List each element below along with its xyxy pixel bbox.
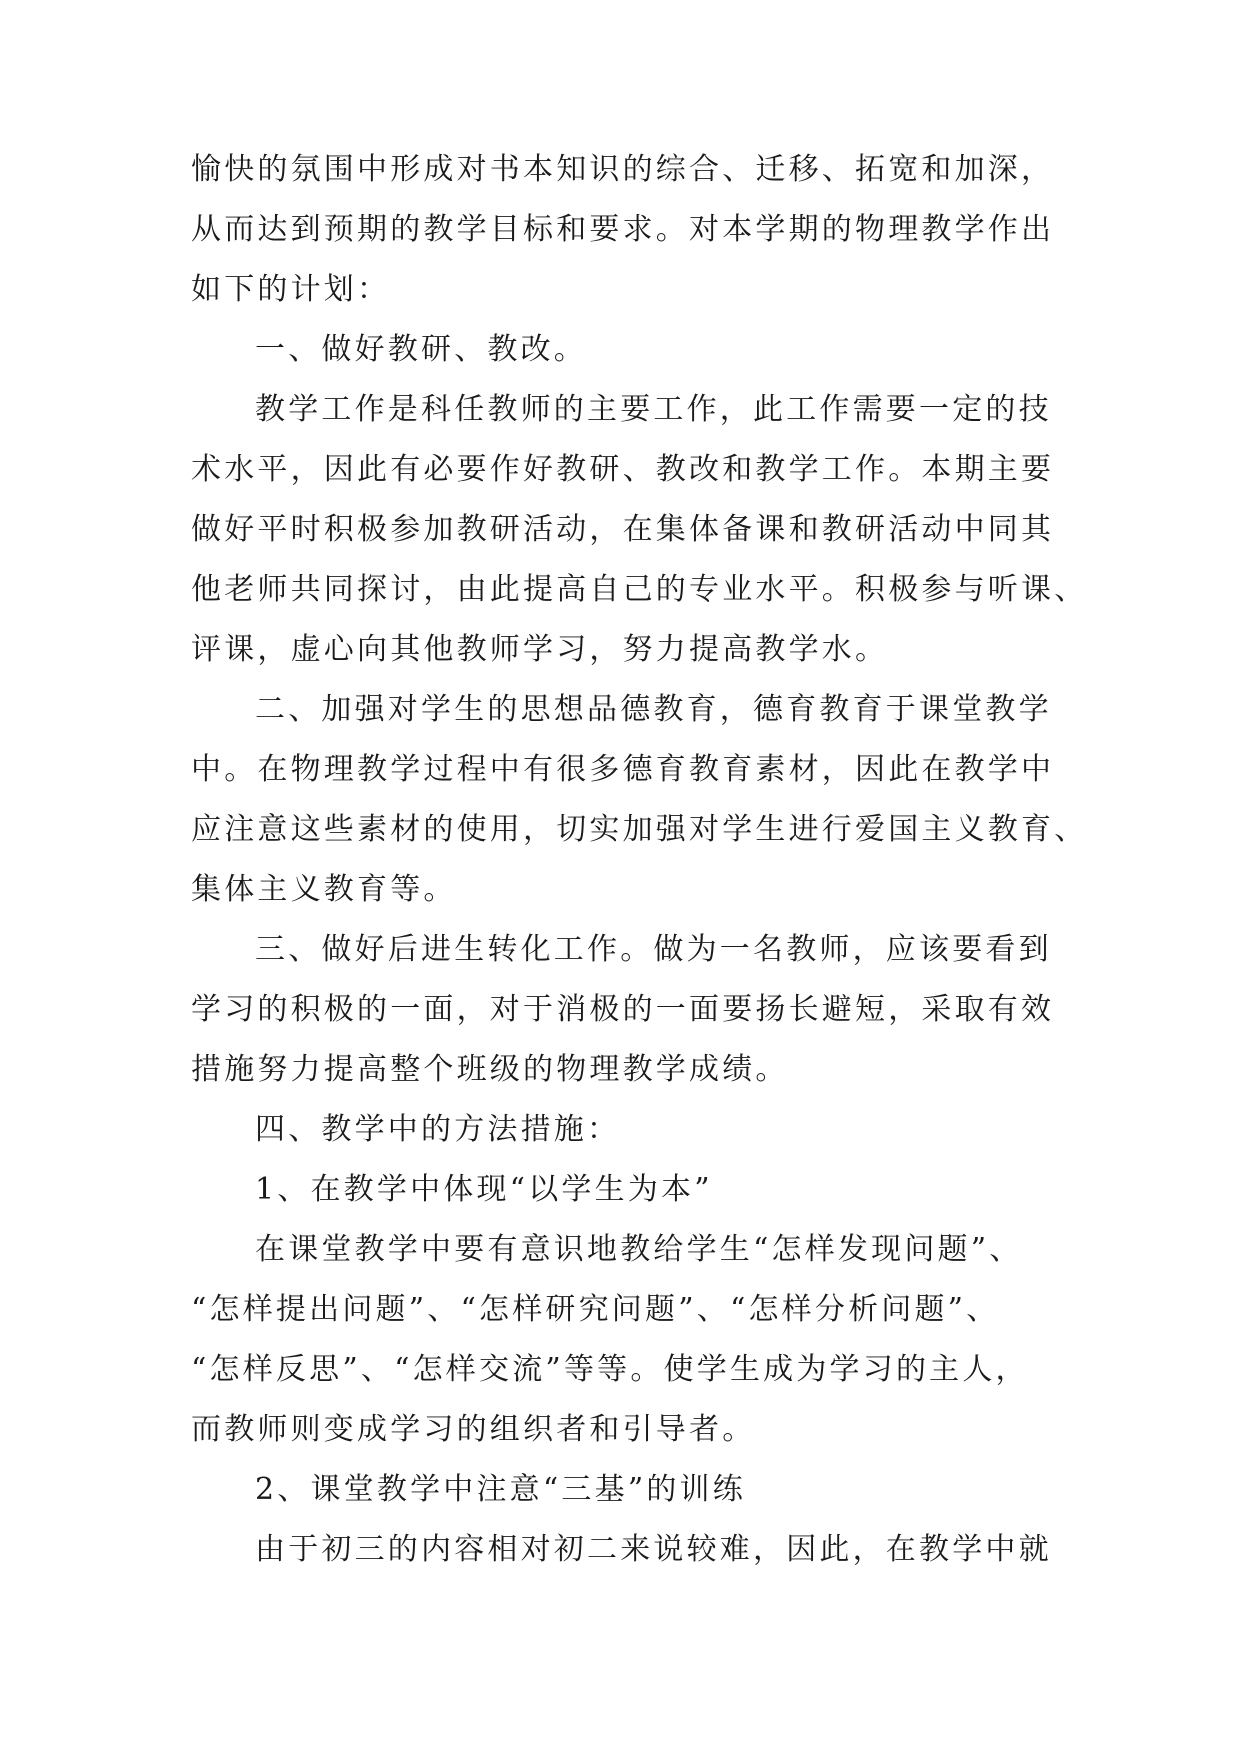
- text-line-5: 教学工作是科任教师的主要工作，此工作需要一定的技: [255, 392, 1052, 427]
- text-line-22: 而教师则变成学习的组织者和引导者。: [191, 1412, 756, 1447]
- text-line-6: 术水平，因此有必要作好教研、教改和教学工作。本期主要: [191, 452, 1055, 487]
- text-line-7: 做好平时积极参加教研活动，在集体备课和教研活动中同其: [191, 512, 1055, 547]
- text-line-20: “怎样提出问题”、“怎样研究问题”、“怎样分析问题”、: [191, 1292, 1000, 1327]
- text-line-11: 中。在物理教学过程中有很多德育教育素材，因此在教学中: [191, 752, 1055, 787]
- section-heading-4: 四、教学中的方法措施：: [255, 1112, 621, 1147]
- text-line-19: 在课堂教学中要有意识地教给学生“怎样发现问题”、: [255, 1232, 1023, 1267]
- text-line-24: 由于初三的内容相对初二来说较难，因此，在教学中就: [255, 1532, 1052, 1567]
- subheading-1: 1、在教学中体现“以学生为本”: [255, 1172, 713, 1207]
- text-line-16: 措施努力提高整个班级的物理教学成绩。: [191, 1052, 789, 1087]
- text-line-21: “怎样反思”、“怎样交流”等等。使学生成为学习的主人，: [191, 1352, 1029, 1387]
- text-line-3: 如下的计划：: [191, 272, 391, 307]
- section-heading-3: 三、做好后进生转化工作。做为一名教师，应该要看到: [255, 932, 1052, 967]
- text-line-13: 集体主义教育等。: [191, 872, 457, 907]
- section-heading-1: 一、做好教研、教改。: [255, 332, 587, 367]
- text-line-1: 愉快的氛围中形成对书本知识的综合、迁移、拓宽和加深，: [191, 152, 1055, 187]
- text-line-12: 应注意这些素材的使用，切实加强对学生进行爱国主义教育、: [191, 812, 1088, 847]
- section-heading-2: 二、加强对学生的思想品德教育，德育教育于课堂教学: [255, 692, 1052, 727]
- text-line-15: 学习的积极的一面，对于消极的一面要扬长避短，采取有效: [191, 992, 1055, 1027]
- subheading-2: 2、课堂教学中注意“三基”的训练: [255, 1472, 746, 1507]
- text-line-8: 他老师共同探讨，由此提高自己的专业水平。积极参与听课、: [191, 572, 1088, 607]
- text-line-9: 评课，虚心向其他教师学习，努力提高教学水。: [191, 632, 889, 667]
- text-line-2: 从而达到预期的教学目标和要求。对本学期的物理教学作出: [191, 212, 1055, 247]
